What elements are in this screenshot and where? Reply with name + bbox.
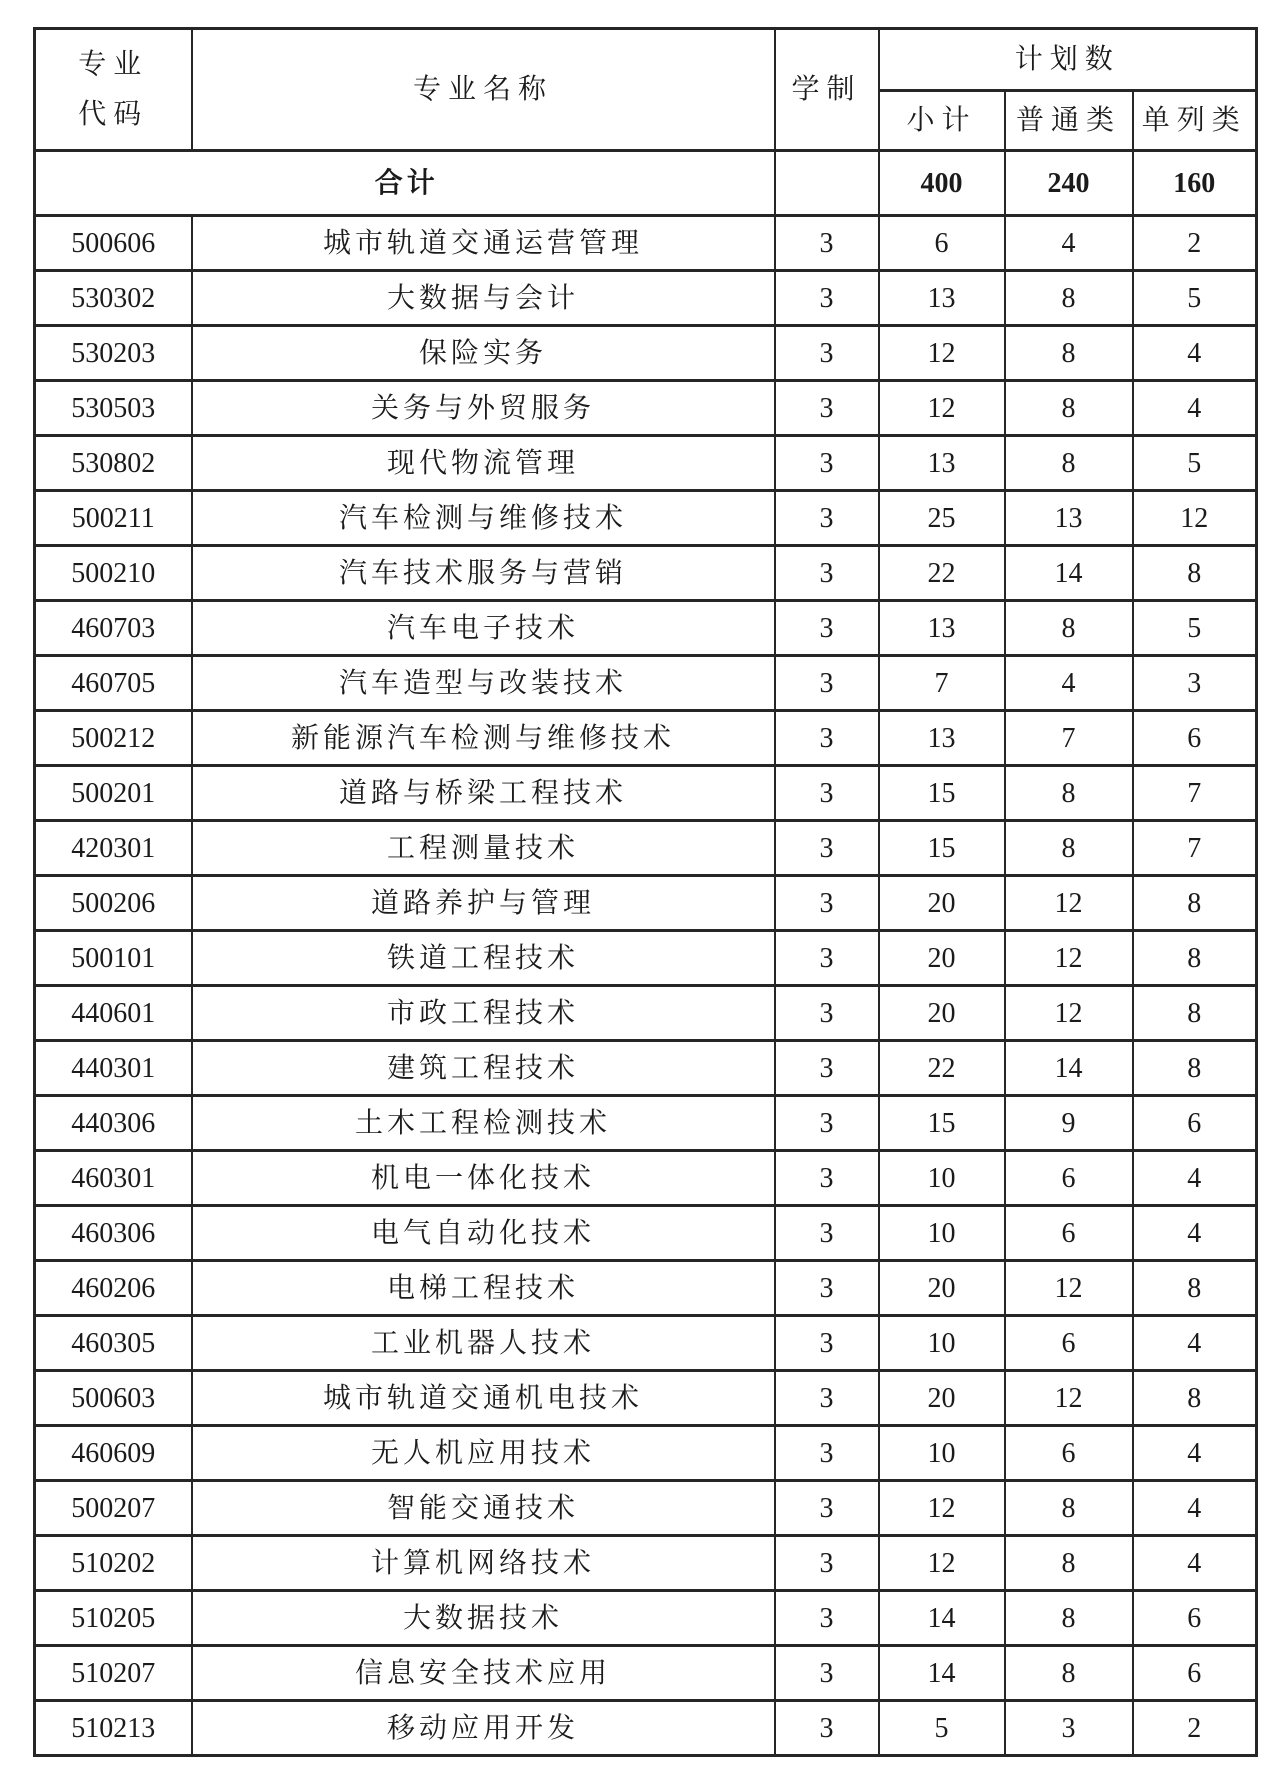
general-category-cell: 6 — [1005, 1206, 1133, 1261]
separate-category-cell: 4 — [1133, 1316, 1257, 1371]
general-category-cell: 6 — [1005, 1151, 1133, 1206]
major-code-cell: 500212 — [35, 711, 192, 766]
major-name-cell: 信息安全技术应用 — [192, 1646, 775, 1701]
table-row — [35, 821, 1257, 876]
separate-category-cell: 4 — [1133, 1481, 1257, 1536]
total-section — [35, 151, 1257, 216]
total-separate-cell: 160 — [1133, 151, 1257, 216]
general-category-cell: 8 — [1005, 436, 1133, 491]
separate-category-cell: 8 — [1133, 1041, 1257, 1096]
major-name-cell: 电梯工程技术 — [192, 1261, 775, 1316]
major-name-cell: 大数据技术 — [192, 1591, 775, 1646]
duration-cell: 3 — [775, 326, 879, 381]
general-category-cell: 12 — [1005, 1261, 1133, 1316]
subtotal-cell: 6 — [879, 216, 1005, 271]
table-row — [35, 986, 1257, 1041]
major-name-cell: 道路养护与管理 — [192, 876, 775, 931]
table-row — [35, 491, 1257, 546]
general-category-cell: 6 — [1005, 1316, 1133, 1371]
duration-cell: 3 — [775, 1151, 879, 1206]
major-name-cell: 机电一体化技术 — [192, 1151, 775, 1206]
table-header — [35, 29, 1257, 151]
general-category-cell: 8 — [1005, 601, 1133, 656]
duration-cell: 3 — [775, 656, 879, 711]
general-category-cell: 12 — [1005, 986, 1133, 1041]
separate-category-cell: 4 — [1133, 1206, 1257, 1261]
table-row — [35, 1371, 1257, 1426]
table-row — [35, 1646, 1257, 1701]
major-code-cell: 530302 — [35, 271, 192, 326]
major-code-cell: 500211 — [35, 491, 192, 546]
separate-category-cell: 5 — [1133, 271, 1257, 326]
header-duration: 学制 — [775, 29, 879, 151]
separate-category-cell: 6 — [1133, 1591, 1257, 1646]
general-category-cell: 13 — [1005, 491, 1133, 546]
major-code-cell: 460301 — [35, 1151, 192, 1206]
general-category-cell: 8 — [1005, 1646, 1133, 1701]
general-category-cell: 8 — [1005, 381, 1133, 436]
table-row — [35, 931, 1257, 986]
duration-cell: 3 — [775, 1041, 879, 1096]
table-row — [35, 1591, 1257, 1646]
major-code-cell: 500210 — [35, 546, 192, 601]
table-row — [35, 326, 1257, 381]
major-code-cell: 510202 — [35, 1536, 192, 1591]
major-name-cell: 城市轨道交通机电技术 — [192, 1371, 775, 1426]
separate-category-cell: 8 — [1133, 1371, 1257, 1426]
subtotal-cell: 12 — [879, 381, 1005, 436]
header-general-category: 普通类 — [1005, 91, 1133, 151]
general-category-cell: 12 — [1005, 1371, 1133, 1426]
subtotal-cell: 22 — [879, 1041, 1005, 1096]
table-row — [35, 656, 1257, 711]
major-code-cell: 460705 — [35, 656, 192, 711]
total-subtotal-cell: 400 — [879, 151, 1005, 216]
header-major-code-line1: 专业 — [78, 48, 149, 80]
table-row — [35, 1041, 1257, 1096]
table-row — [35, 216, 1257, 271]
table-row — [35, 1701, 1257, 1756]
major-code-cell: 460703 — [35, 601, 192, 656]
subtotal-cell: 20 — [879, 1261, 1005, 1316]
table-row — [35, 436, 1257, 491]
table-row — [35, 1261, 1257, 1316]
major-name-cell: 汽车电子技术 — [192, 601, 775, 656]
major-name-cell: 新能源汽车检测与维修技术 — [192, 711, 775, 766]
general-category-cell: 9 — [1005, 1096, 1133, 1151]
general-category-cell: 8 — [1005, 1481, 1133, 1536]
total-row — [35, 151, 1257, 216]
table-row — [35, 271, 1257, 326]
major-code-cell: 460206 — [35, 1261, 192, 1316]
table-row — [35, 1096, 1257, 1151]
subtotal-cell: 13 — [879, 271, 1005, 326]
subtotal-cell: 10 — [879, 1426, 1005, 1481]
major-code-cell: 500201 — [35, 766, 192, 821]
table-row — [35, 766, 1257, 821]
general-category-cell: 6 — [1005, 1426, 1133, 1481]
separate-category-cell: 4 — [1133, 381, 1257, 436]
major-code-cell: 500603 — [35, 1371, 192, 1426]
duration-cell: 3 — [775, 216, 879, 271]
duration-cell: 3 — [775, 876, 879, 931]
major-name-cell: 电气自动化技术 — [192, 1206, 775, 1261]
separate-category-cell: 4 — [1133, 1426, 1257, 1481]
duration-cell: 3 — [775, 1426, 879, 1481]
major-name-cell: 智能交通技术 — [192, 1481, 775, 1536]
table-row — [35, 1206, 1257, 1261]
major-code-cell: 500206 — [35, 876, 192, 931]
subtotal-cell: 13 — [879, 436, 1005, 491]
separate-category-cell: 2 — [1133, 1701, 1257, 1756]
duration-cell: 3 — [775, 436, 879, 491]
subtotal-cell: 15 — [879, 1096, 1005, 1151]
table-row — [35, 601, 1257, 656]
separate-category-cell: 8 — [1133, 1261, 1257, 1316]
separate-category-cell: 2 — [1133, 216, 1257, 271]
duration-cell: 3 — [775, 1701, 879, 1756]
duration-cell: 3 — [775, 381, 879, 436]
separate-category-cell: 12 — [1133, 491, 1257, 546]
separate-category-cell: 3 — [1133, 656, 1257, 711]
general-category-cell: 4 — [1005, 216, 1133, 271]
duration-cell: 3 — [775, 1261, 879, 1316]
duration-cell: 3 — [775, 1591, 879, 1646]
subtotal-cell: 20 — [879, 1371, 1005, 1426]
subtotal-cell: 12 — [879, 1536, 1005, 1591]
general-category-cell: 8 — [1005, 1536, 1133, 1591]
separate-category-cell: 5 — [1133, 601, 1257, 656]
separate-category-cell: 7 — [1133, 766, 1257, 821]
major-code-cell: 510213 — [35, 1701, 192, 1756]
major-name-cell: 汽车检测与维修技术 — [192, 491, 775, 546]
total-duration-cell — [775, 151, 879, 216]
subtotal-cell: 20 — [879, 876, 1005, 931]
general-category-cell: 4 — [1005, 656, 1133, 711]
duration-cell: 3 — [775, 1316, 879, 1371]
table-row — [35, 1316, 1257, 1371]
major-name-cell: 移动应用开发 — [192, 1701, 775, 1756]
duration-cell: 3 — [775, 1646, 879, 1701]
subtotal-cell: 10 — [879, 1316, 1005, 1371]
table-row — [35, 1151, 1257, 1206]
major-code-cell: 530503 — [35, 381, 192, 436]
subtotal-cell: 12 — [879, 1481, 1005, 1536]
major-name-cell: 土木工程检测技术 — [192, 1096, 775, 1151]
subtotal-cell: 13 — [879, 711, 1005, 766]
subtotal-cell: 5 — [879, 1701, 1005, 1756]
major-name-cell: 工程测量技术 — [192, 821, 775, 876]
subtotal-cell: 14 — [879, 1591, 1005, 1646]
major-name-cell: 计算机网络技术 — [192, 1536, 775, 1591]
duration-cell: 3 — [775, 491, 879, 546]
general-category-cell: 8 — [1005, 326, 1133, 381]
header-subtotal: 小计 — [879, 91, 1005, 151]
general-category-cell: 8 — [1005, 1591, 1133, 1646]
duration-cell: 3 — [775, 1536, 879, 1591]
major-code-cell: 440601 — [35, 986, 192, 1041]
subtotal-cell: 20 — [879, 931, 1005, 986]
duration-cell: 3 — [775, 711, 879, 766]
major-name-cell: 大数据与会计 — [192, 271, 775, 326]
table-row — [35, 1426, 1257, 1481]
duration-cell: 3 — [775, 766, 879, 821]
major-name-cell: 城市轨道交通运营管理 — [192, 216, 775, 271]
enrollment-plan-table — [33, 27, 1258, 1757]
duration-cell: 3 — [775, 931, 879, 986]
major-name-cell: 工业机器人技术 — [192, 1316, 775, 1371]
major-code-cell: 420301 — [35, 821, 192, 876]
header-row-1 — [35, 29, 1257, 91]
subtotal-cell: 22 — [879, 546, 1005, 601]
major-code-cell: 460306 — [35, 1206, 192, 1261]
separate-category-cell: 6 — [1133, 1096, 1257, 1151]
major-code-cell: 440306 — [35, 1096, 192, 1151]
separate-category-cell: 8 — [1133, 546, 1257, 601]
table-row — [35, 876, 1257, 931]
major-name-cell: 保险实务 — [192, 326, 775, 381]
duration-cell: 3 — [775, 1481, 879, 1536]
major-name-cell: 市政工程技术 — [192, 986, 775, 1041]
duration-cell: 3 — [775, 271, 879, 326]
major-code-cell: 510207 — [35, 1646, 192, 1701]
table-body — [35, 216, 1257, 1756]
subtotal-cell: 10 — [879, 1206, 1005, 1261]
general-category-cell: 8 — [1005, 271, 1133, 326]
major-name-cell: 汽车技术服务与营销 — [192, 546, 775, 601]
subtotal-cell: 20 — [879, 986, 1005, 1041]
major-code-cell: 500606 — [35, 216, 192, 271]
major-code-cell: 460305 — [35, 1316, 192, 1371]
separate-category-cell: 6 — [1133, 711, 1257, 766]
separate-category-cell: 4 — [1133, 326, 1257, 381]
table-row — [35, 381, 1257, 436]
major-name-cell: 现代物流管理 — [192, 436, 775, 491]
general-category-cell: 3 — [1005, 1701, 1133, 1756]
duration-cell: 3 — [775, 986, 879, 1041]
duration-cell: 3 — [775, 1206, 879, 1261]
header-major-code-line2: 代码 — [78, 98, 149, 130]
subtotal-cell: 25 — [879, 491, 1005, 546]
major-code-cell: 530203 — [35, 326, 192, 381]
separate-category-cell: 8 — [1133, 986, 1257, 1041]
subtotal-cell: 15 — [879, 821, 1005, 876]
separate-category-cell: 8 — [1133, 876, 1257, 931]
table-row — [35, 711, 1257, 766]
duration-cell: 3 — [775, 1096, 879, 1151]
table-row — [35, 546, 1257, 601]
subtotal-cell: 7 — [879, 656, 1005, 711]
separate-category-cell: 6 — [1133, 1646, 1257, 1701]
major-name-cell: 无人机应用技术 — [192, 1426, 775, 1481]
duration-cell: 3 — [775, 1371, 879, 1426]
major-name-cell: 关务与外贸服务 — [192, 381, 775, 436]
separate-category-cell: 4 — [1133, 1151, 1257, 1206]
general-category-cell: 12 — [1005, 931, 1133, 986]
subtotal-cell: 15 — [879, 766, 1005, 821]
major-code-cell: 440301 — [35, 1041, 192, 1096]
header-major-code — [35, 29, 192, 151]
major-code-cell: 500207 — [35, 1481, 192, 1536]
subtotal-cell: 14 — [879, 1646, 1005, 1701]
duration-cell: 3 — [775, 546, 879, 601]
duration-cell: 3 — [775, 601, 879, 656]
separate-category-cell: 4 — [1133, 1536, 1257, 1591]
major-name-cell: 汽车造型与改装技术 — [192, 656, 775, 711]
major-name-cell: 道路与桥梁工程技术 — [192, 766, 775, 821]
major-name-cell: 铁道工程技术 — [192, 931, 775, 986]
separate-category-cell: 8 — [1133, 931, 1257, 986]
duration-cell: 3 — [775, 821, 879, 876]
separate-category-cell: 7 — [1133, 821, 1257, 876]
major-code-cell: 460609 — [35, 1426, 192, 1481]
major-name-cell: 建筑工程技术 — [192, 1041, 775, 1096]
major-code-cell: 500101 — [35, 931, 192, 986]
header-plan-group: 计划数 — [879, 29, 1257, 91]
general-category-cell: 14 — [1005, 546, 1133, 601]
general-category-cell: 12 — [1005, 876, 1133, 931]
major-code-cell: 510205 — [35, 1591, 192, 1646]
major-code-cell: 530802 — [35, 436, 192, 491]
subtotal-cell: 10 — [879, 1151, 1005, 1206]
subtotal-cell: 13 — [879, 601, 1005, 656]
header-separate-category: 单列类 — [1133, 91, 1257, 151]
general-category-cell: 8 — [1005, 766, 1133, 821]
total-general-cell: 240 — [1005, 151, 1133, 216]
general-category-cell: 14 — [1005, 1041, 1133, 1096]
total-label-cell: 合计 — [35, 151, 775, 216]
general-category-cell: 7 — [1005, 711, 1133, 766]
separate-category-cell: 5 — [1133, 436, 1257, 491]
header-major-name: 专业名称 — [192, 29, 775, 151]
general-category-cell: 8 — [1005, 821, 1133, 876]
table-row — [35, 1536, 1257, 1591]
subtotal-cell: 12 — [879, 326, 1005, 381]
table-row — [35, 1481, 1257, 1536]
